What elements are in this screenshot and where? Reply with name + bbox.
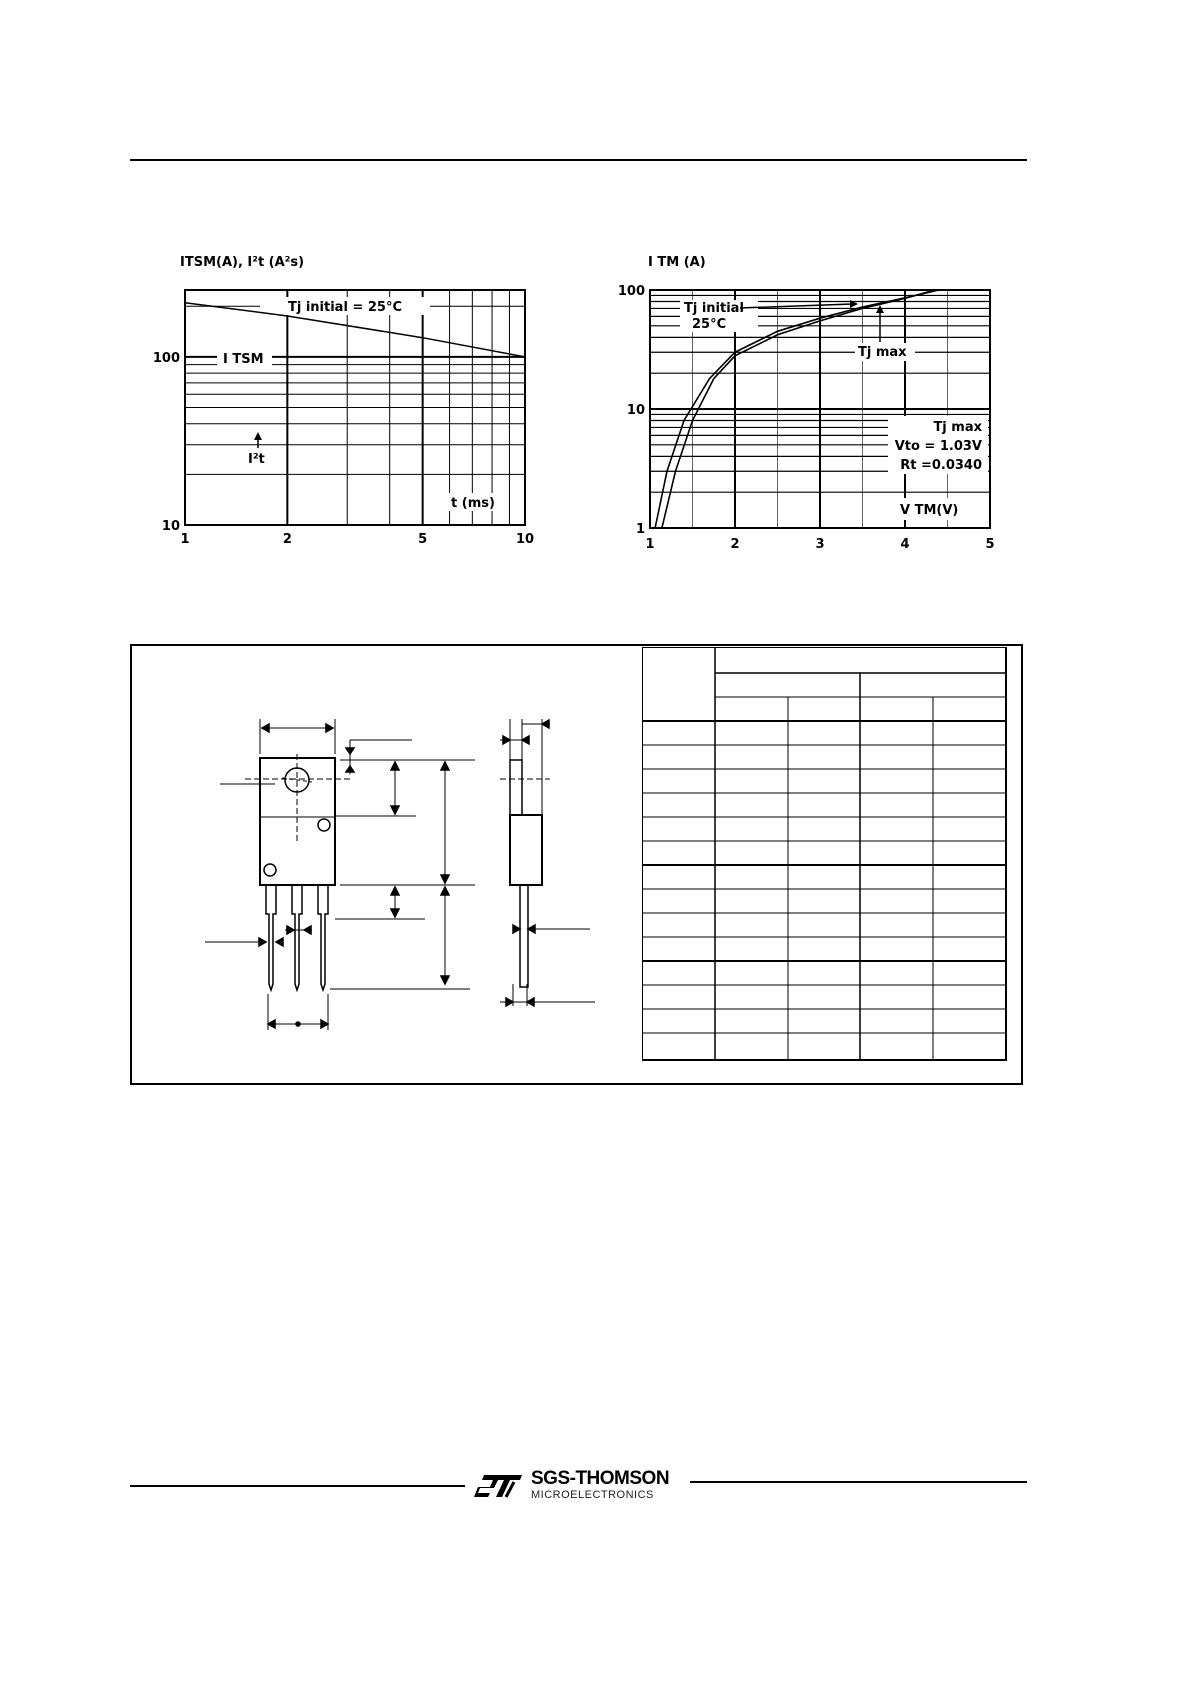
x-tick-label: 2 <box>282 532 292 547</box>
annotation-itsm: I TSM <box>223 352 264 367</box>
annotation-vto: Vto = 1.03V <box>894 439 982 454</box>
annotation-tj-max: Tj max <box>858 345 907 360</box>
y-axis-label: ITSM(A), I²t (A²s) <box>180 255 305 270</box>
x-axis-label: t (ms) <box>451 496 495 511</box>
st-logo-icon <box>474 1473 524 1499</box>
brand-subtitle: MICROELECTRONICS <box>531 1489 654 1501</box>
y-tick-label: 100 <box>617 284 645 299</box>
brand-name: SGS-THOMSON <box>531 1468 670 1489</box>
dimensions-table <box>642 647 1008 1062</box>
footer-rule-right <box>690 1481 1027 1483</box>
annotation-rt: Rt =0.0340 <box>900 458 982 473</box>
x-tick-label: 1 <box>645 537 655 552</box>
annotation-tj-max-2: Tj max <box>933 420 982 435</box>
y-tick-label: 100 <box>152 350 180 366</box>
y-axis-label: I TM (A) <box>648 255 706 270</box>
footer-rule-left <box>130 1485 465 1487</box>
y-tick-label: 1 <box>635 522 645 537</box>
x-tick-label: 10 <box>515 532 535 547</box>
annotation-i2t: I²t <box>248 452 265 467</box>
x-tick-label: 5 <box>985 537 995 552</box>
package-mechanical-drawing <box>130 644 630 1085</box>
annotation-25c: 25°C <box>692 317 727 332</box>
annotation-tj-initial: Tj initial = 25°C <box>288 300 402 315</box>
y-tick-label: 10 <box>161 519 180 534</box>
x-tick-label: 4 <box>900 537 910 552</box>
y-tick-label: 10 <box>626 403 645 418</box>
x-tick-label: 2 <box>730 537 740 552</box>
annotation-tj-initial: Tj initial <box>684 301 744 316</box>
x-tick-label: 3 <box>815 537 825 552</box>
i2t-arrow-head <box>254 432 262 440</box>
header-rule <box>130 159 1027 161</box>
x-axis-label: V TM(V) <box>900 503 959 518</box>
x-tick-label: 1 <box>180 532 190 547</box>
x-tick-label: 5 <box>418 532 428 547</box>
chart-itsm-vs-time <box>140 250 560 560</box>
chart-itm-vs-vtm <box>610 250 1010 560</box>
